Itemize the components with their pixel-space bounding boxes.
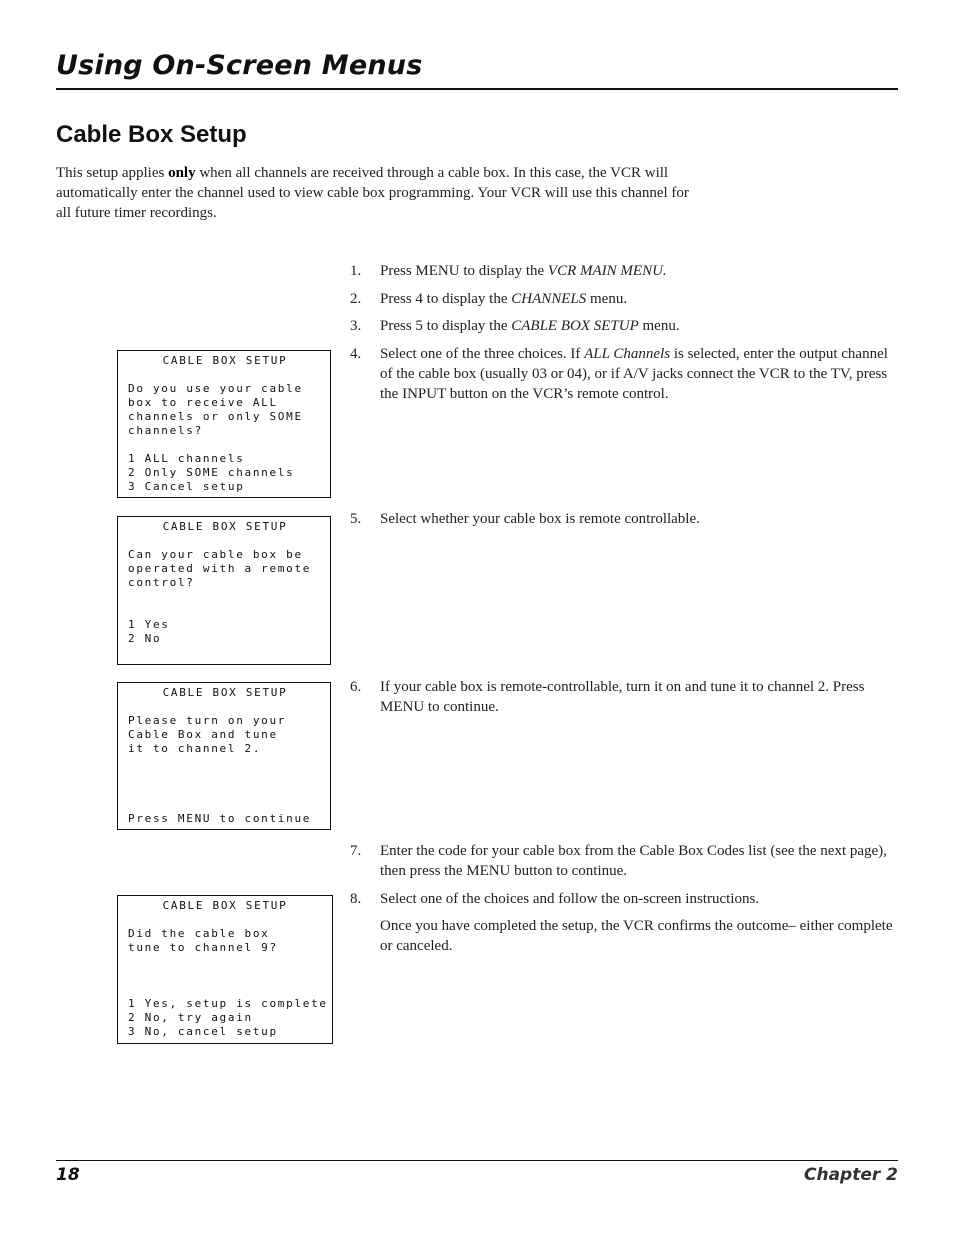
screen-cable-box-receive-channels [117, 350, 331, 498]
screen-line: Press MENU to continue [128, 812, 312, 825]
screen-line: Cable Box and tune [128, 728, 278, 741]
intro-paragraph: This setup applies only when all channels are received through a cable box. In this case, the VCR will automatically enter the channel used to view cable box programming. Your VCR will use this channel for all future timer recordings. [56, 165, 689, 221]
screen-line [128, 438, 330, 452]
step-number: 3. [350, 318, 362, 334]
screen-line [128, 604, 330, 618]
footer-divider [56, 1160, 898, 1161]
step-number: 2. [350, 291, 362, 307]
step-number: 8. [350, 891, 362, 907]
step-text: Select one of the choices and follow the on-screen instructions. [380, 891, 760, 907]
step-number: 1. [350, 263, 362, 279]
screen-line [128, 955, 332, 969]
screen-line: Did the cable box [128, 927, 270, 940]
step-number: 5. [350, 511, 362, 527]
screen-line [128, 590, 330, 604]
screen-title: CABLE BOX SETUP [162, 899, 288, 912]
step-2 [350, 289, 898, 309]
step-text: Press 5 to display the CABLE BOX SETUP menu. [380, 318, 680, 334]
screen-cable-box-confirm [117, 895, 333, 1044]
page-title: Using On-Screen Menus [56, 50, 423, 81]
screen-option: 2 No [128, 632, 162, 645]
screen-option: 1 Yes, setup is complete [128, 997, 328, 1010]
screen-title: CABLE BOX SETUP [162, 686, 288, 699]
step-1 [350, 261, 898, 281]
screen-title: CABLE BOX SETUP [162, 354, 288, 367]
closing-note [350, 916, 898, 956]
step-text: Select one of the three choices. If ALL Channels is selected, enter the output channel of the cable box (usually 03 or 04), or if A/V jacks connect the VCR to the TV, press the INPUT button on the VCR’s remote control. [380, 346, 888, 402]
step-number: 6. [350, 679, 362, 695]
screen-line: control? [128, 576, 195, 589]
screen-line [128, 983, 332, 997]
screen-line: tune to channel 9? [128, 941, 278, 954]
screen-option: 2 Only SOME channels [128, 466, 295, 479]
chapter-label: Chapter 2 [803, 1165, 898, 1185]
screen-line: Please turn on your [128, 714, 287, 727]
section-title: Cable Box Setup [56, 121, 247, 148]
screen-cable-box-tune-channel [117, 682, 331, 830]
screen-line [128, 798, 330, 812]
step-text: Enter the code for your cable box from the Cable Box Codes list (see the next page), then press the MENU button to continue. [380, 843, 887, 879]
step-5 [350, 509, 898, 529]
screen-line: channels or only SOME [128, 410, 303, 423]
step-8 [350, 889, 898, 909]
title-divider [56, 88, 898, 90]
screen-line: Can your cable box be [128, 548, 303, 561]
screen-option: 2 No, try again [128, 1011, 253, 1024]
screen-line [128, 770, 330, 784]
step-text: Press 4 to display the CHANNELS menu. [380, 291, 628, 307]
screen-cable-box-remote-control [117, 516, 331, 665]
step-text: Press MENU to display the VCR MAIN MENU. [380, 263, 667, 279]
screen-option: 1 Yes [128, 618, 170, 631]
step-text: If your cable box is remote-controllable, turn it on and tune it to channel 2. Press MENU to continue. [380, 679, 865, 715]
step-number: 7. [350, 843, 362, 859]
step-number: 4. [350, 346, 362, 362]
screen-option: 3 Cancel setup [128, 480, 245, 493]
screen-line: it to channel 2. [128, 742, 262, 755]
emphasis-only: only [168, 165, 196, 181]
screen-line [128, 969, 332, 983]
step-3 [350, 316, 898, 336]
step-6 [350, 677, 898, 717]
screen-option: 3 No, cancel setup [128, 1025, 278, 1038]
closing-note-text: Once you have completed the setup, the VCR confirms the outcome– either complete or canceled. [380, 918, 893, 954]
screen-line: operated with a remote [128, 562, 312, 575]
screen-line: Do you use your cable [128, 382, 303, 395]
screen-option: 1 ALL channels [128, 452, 245, 465]
screen-line: channels? [128, 424, 203, 437]
step-text: Select whether your cable box is remote controllable. [380, 511, 700, 527]
screen-line: box to receive ALL [128, 396, 278, 409]
step-7 [350, 841, 898, 881]
step-4 [350, 344, 898, 404]
screen-line [128, 756, 330, 770]
screen-title: CABLE BOX SETUP [162, 520, 288, 533]
page-number: 18 [56, 1165, 80, 1185]
screen-line [128, 784, 330, 798]
